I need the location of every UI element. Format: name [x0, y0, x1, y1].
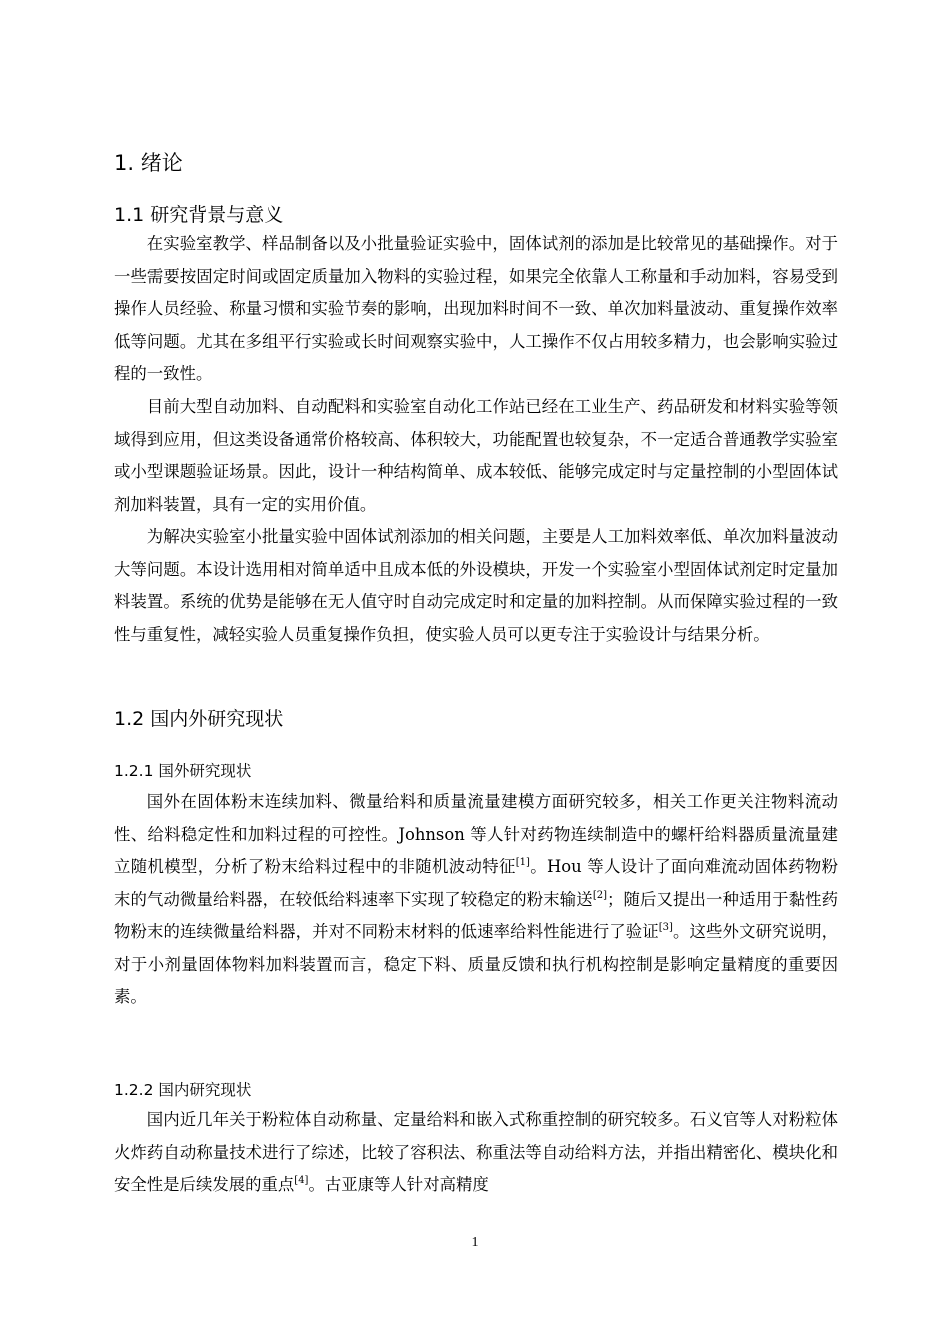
subsection-heading-1-2-1: 1.2.1 国外研究现状: [114, 762, 252, 780]
paragraph-background-1: 在实验室教学、样品制备以及小批量验证实验中，固体试剂的添加是比较常见的基础操作。对于一些需要按固定时间或固定质量加入物料的实验过程，如果完全依靠人工称量和手动加料，容易受到操作人员经验、称量习惯和实验节奏的影响，出现加料时间不一致、单次加料量波动、重复操作效率低等问题。尤其在多组平行实验或长时间观察实验中，人工操作不仅占用较多精力，也会影响实验过程的一致性。: [114, 234, 838, 383]
section-heading-1-1: 1.1 研究背景与意义: [114, 204, 284, 226]
paragraph-background-2: 目前大型自动加料、自动配料和实验室自动化工作站已经在工业生产、药品研发和材料实验等领域得到应用，但这类设备通常价格较高、体积较大，功能配置也较复杂，不一定适合普通教学实验室或小型课题验证场景。因此，设计一种结构简单、成本较低、能够完成定时与定量控制的小型固体试剂加料装置，具有一定的实用价值。: [114, 397, 838, 514]
subsection-heading-1-2-2: 1.2.2 国内研究现状: [114, 1081, 252, 1099]
text-span: 。这些外文研究说明，对于小剂量固体物料加料装置而言，稳定下料、质量反馈和执行机构控制是影响定量精度的重要因素。: [114, 922, 838, 1006]
text-span: ；随后又提出一种适用于黏性药物粉末的连续微量给料器，并对不同粉末材料的低速率给料性能进行了验证: [114, 889, 839, 941]
text-span: 。Hou 等人设计了面向难流动固体药物粉末的气动微量给料器，在较低给料速率下实现了较稳定的粉末输送: [114, 857, 838, 909]
page-number: 1: [471, 1235, 479, 1250]
paragraph-domestic-research: [114, 1104, 838, 1202]
text-span: 。古亚康等人针对高精度: [308, 1175, 489, 1194]
paragraph-foreign-research: [114, 786, 838, 1014]
citation-2: [2]: [592, 889, 607, 901]
text-span: 国外在固体粉末连续加料、微量给料和质量流量建模方面研究较多，相关工作更关注物料流动性、给料稳定性和加料过程的可控性。Johnson 等人针对药物连续制造中的螺杆给料器质量流量建立随机模型，分析了粉末给料过程中的非随机波动特征: [114, 792, 838, 876]
citation-1: [1]: [515, 857, 530, 868]
text-span: 国内近几年关于粉粒体自动称量、定量给料和嵌入式称重控制的研究较多。石义官等人对粉粒体火炸药自动称量技术进行了综述，比较了容积法、称重法等自动给料方法，并指出精密化、模块化和安全性是后续发展的重点: [114, 1110, 838, 1194]
chapter-heading: 1. 绪论: [114, 151, 183, 175]
section-heading-1-2: 1.2 国内外研究现状: [114, 708, 284, 730]
paragraph-background-3: 为解决实验室小批量实验中固体试剂添加的相关问题，主要是人工加料效率低、单次加料量波动大等问题。本设计选用相对简单适中且成本低的外设模块，开发一个实验室小型固体试剂定时定量加料装置。系统的优势是能够在无人值守时自动完成定时和定量的加料控制。从而保障实验过程的一致性与重复性，减轻实验人员重复操作负担，使实验人员可以更专注于实验设计与结果分析。: [114, 527, 838, 644]
citation-4: [4]: [294, 1175, 309, 1186]
citation-3: [3]: [658, 922, 673, 933]
